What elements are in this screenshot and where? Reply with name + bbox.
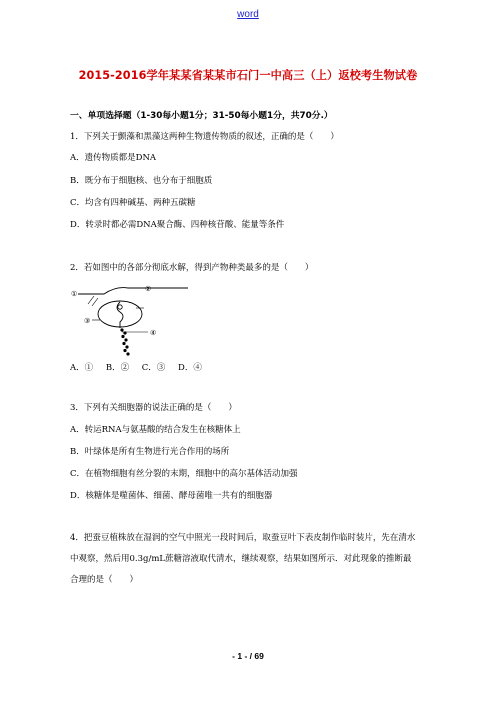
q3-option-a: A．转运RNA与氨基酸的结合发生在核糖体上 xyxy=(70,425,241,435)
q2-option-c: C．③ xyxy=(141,363,166,373)
q2-options xyxy=(70,361,212,373)
q2-stem: 2．若如图中的各部分彻底水解，得到产物种类最多的是（ ） xyxy=(70,263,314,273)
section-heading: 一、单项选择题（1-30每小题1分；31-50每小题1分，共70分.） xyxy=(70,111,333,121)
q1-option-a: A．遗传物质都是DNA xyxy=(70,153,157,163)
q4-line-2: 中观察，然后用0.3g/mL蔗糖溶液取代清水，继续观察，结果如图所示．对此现象的推断最 xyxy=(70,554,412,564)
q1-option-d: D．转录时都必需DNA聚合酶、四种核苷酸、能量等条件 xyxy=(70,220,285,230)
fig-label-2: ② xyxy=(145,285,152,293)
q2-option-d: D．④ xyxy=(178,363,202,373)
page-number: - 1 - / 69 xyxy=(232,651,264,661)
q2-figure xyxy=(70,282,190,357)
q3-option-c: C．在植物细胞有丝分裂的末期，细胞中的高尔基体活动加强 xyxy=(70,469,298,479)
q1-stem: 1．下列关于颤藻和黑藻这两种生物遗传物质的叙述，正确的是（ ） xyxy=(70,132,339,142)
q3-option-d: D．核糖体是噬菌体、细菌、酵母菌唯一共有的细胞器 xyxy=(70,491,273,501)
fig-label-4: ④ xyxy=(150,329,157,337)
q2-option-a: A．① xyxy=(70,363,94,373)
document-title: 2015-2016学年某某省某某市石门一中高三（上）返校考生物试卷 xyxy=(78,69,418,82)
q1-option-c: C．均含有四种碱基、两种五碳糖 xyxy=(70,198,196,208)
q4-line-1: 4．把蚕豆植株放在湿润的空气中照光一段时间后，取蚕豆叶下表皮制作临时装片，先在清水 xyxy=(70,533,416,543)
q1-option-b: B．既分布于细胞核、也分布于细胞质 xyxy=(70,176,213,186)
q2-option-b: B．② xyxy=(105,363,130,373)
fig-label-1: ① xyxy=(71,290,78,298)
q4-line-3: 合理的是（ ） xyxy=(70,575,139,585)
header-word-link[interactable]: word xyxy=(237,9,259,20)
fig-label-3: ③ xyxy=(84,317,91,325)
q3-option-b: B．叶绿体是所有生物进行光合作用的场所 xyxy=(70,447,230,457)
q3-stem: 3．下列有关细胞器的说法正确的是（ ） xyxy=(70,403,237,413)
